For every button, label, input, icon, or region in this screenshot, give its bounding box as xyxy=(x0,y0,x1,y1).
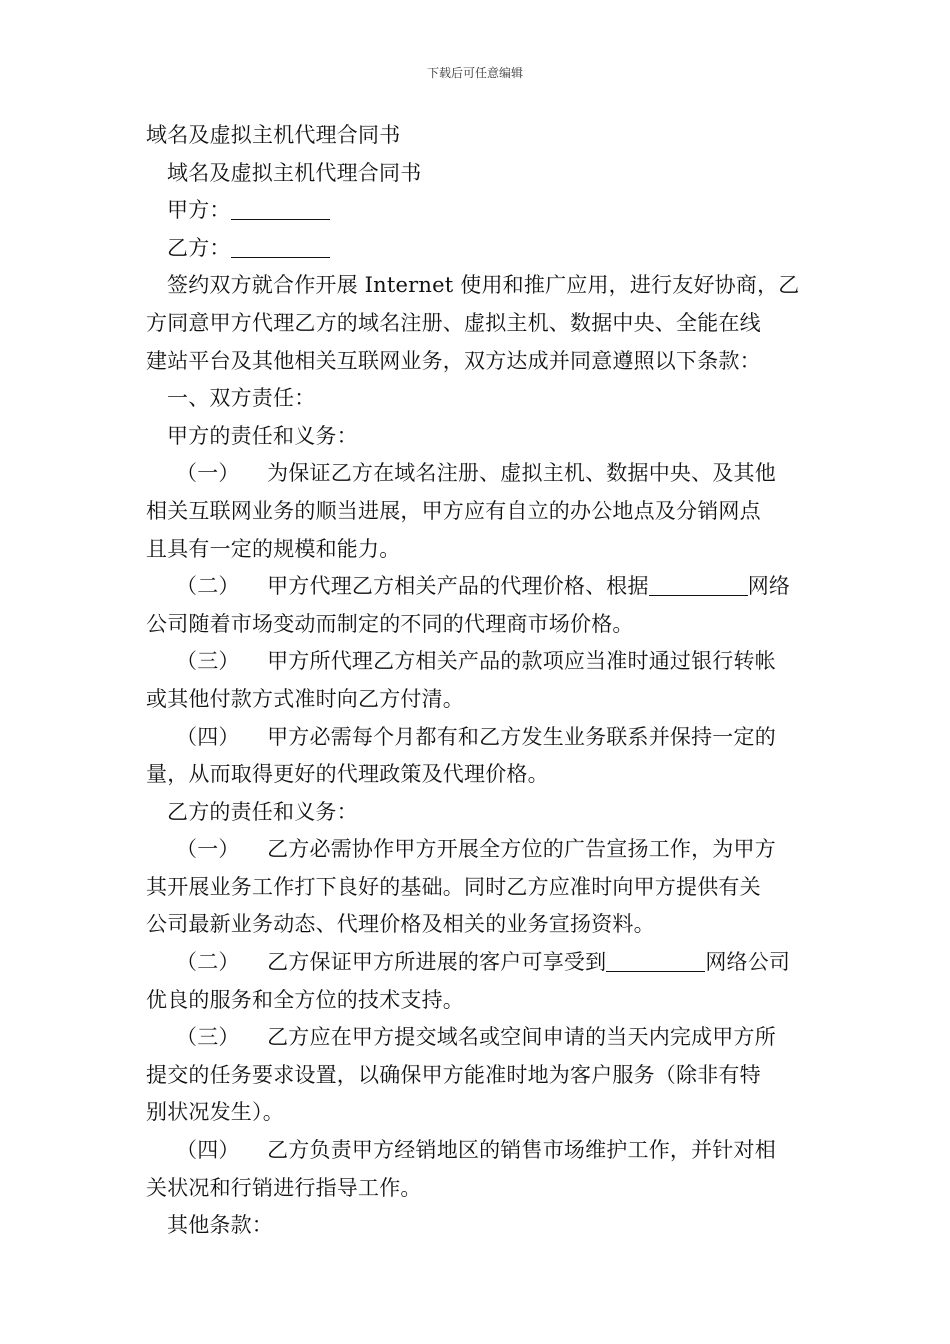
a3-line-2: 或其他付款方式准时向乙方付清。 xyxy=(146,686,464,711)
b1-line-2: 其开展业务工作打下良好的基础。同时乙方应准时向甲方提供有关 xyxy=(146,874,761,899)
b3-line-2: 提交的任务要求设置，以确保甲方能准时地为客户服务（除非有特 xyxy=(146,1062,761,1087)
a1-line-2: 相关互联网业务的顺当进展，甲方应有自立的办公地点及分销网点 xyxy=(146,498,761,523)
party-a-line xyxy=(146,192,810,230)
party-a-duties-heading: 甲方的责任和义务： xyxy=(167,423,358,448)
document-body xyxy=(146,117,810,1245)
b2-line-2: 优良的服务和全方位的技术支持。 xyxy=(146,987,464,1012)
a3-line-1: （三） 甲方所代理乙方相关产品的款项应当准时通过银行转帐 xyxy=(176,649,776,674)
b2-blank xyxy=(606,950,705,972)
a1-line-1: （一） 为保证乙方在域名注册、虚拟主机、数据中央、及其他 xyxy=(176,461,776,486)
a4-line-1: （四） 甲方必需每个月都有和乙方发生业务联系并保持一定的 xyxy=(176,724,776,749)
other-terms-heading: 其他条款： xyxy=(167,1213,273,1238)
intro-line-2: 方同意甲方代理乙方的域名注册、虚拟主机、数据中央、全能在线 xyxy=(146,310,761,335)
party-a-label: 甲方： xyxy=(167,198,231,223)
b1-line-1: （一） 乙方必需协作甲方开展全方位的广告宣扬工作，为甲方 xyxy=(176,837,776,862)
a2-blank xyxy=(649,574,748,596)
intro-line-3: 建站平台及其他相关互联网业务，双方达成并同意遵照以下条款： xyxy=(146,348,761,373)
intro-line-1: 签约双方就合作开展 Internet 使用和推广应用，进行友好协商，乙 xyxy=(167,273,800,298)
section-heading-responsibilities: 一、双方责任： xyxy=(167,386,316,411)
page-header-note: 下载后可任意编辑 xyxy=(426,66,523,80)
document-subtitle: 域名及虚拟主机代理合同书 xyxy=(167,160,422,185)
a2-prefix: （二） 甲方代理乙方相关产品的代理价格、根据 xyxy=(176,574,649,599)
document-title: 域名及虚拟主机代理合同书 xyxy=(146,123,401,147)
party-b-line xyxy=(146,230,810,268)
b3-line-1: （三） 乙方应在甲方提交域名或空间申请的当天内完成甲方所 xyxy=(176,1025,776,1050)
a2-suffix: 网络 xyxy=(747,574,791,599)
a4-line-2: 量，从而取得更好的代理政策及代理价格。 xyxy=(146,762,549,787)
b2-line-1 xyxy=(146,944,810,982)
a1-line-3: 且具有一定的规模和能力。 xyxy=(146,536,401,561)
party-b-duties-heading: 乙方的责任和义务： xyxy=(167,799,358,824)
b4-line-1: （四） 乙方负责甲方经销地区的销售市场维护工作，并针对相 xyxy=(176,1138,776,1163)
b3-line-3: 别状况发生）。 xyxy=(146,1100,284,1125)
party-b-label: 乙方： xyxy=(167,235,231,260)
party-b-blank xyxy=(231,236,330,258)
party-a-blank xyxy=(231,198,330,220)
b4-line-2: 关状况和行销进行指导工作。 xyxy=(146,1175,422,1200)
b2-suffix: 网络公司 xyxy=(705,950,791,975)
a2-line-1 xyxy=(146,568,810,606)
b2-prefix: （二） 乙方保证甲方所进展的客户可享受到 xyxy=(176,950,607,975)
a2-line-2: 公司随着市场变动而制定的不同的代理商市场价格。 xyxy=(146,611,634,636)
b1-line-3: 公司最新业务动态、代理价格及相关的业务宣扬资料。 xyxy=(146,912,655,937)
